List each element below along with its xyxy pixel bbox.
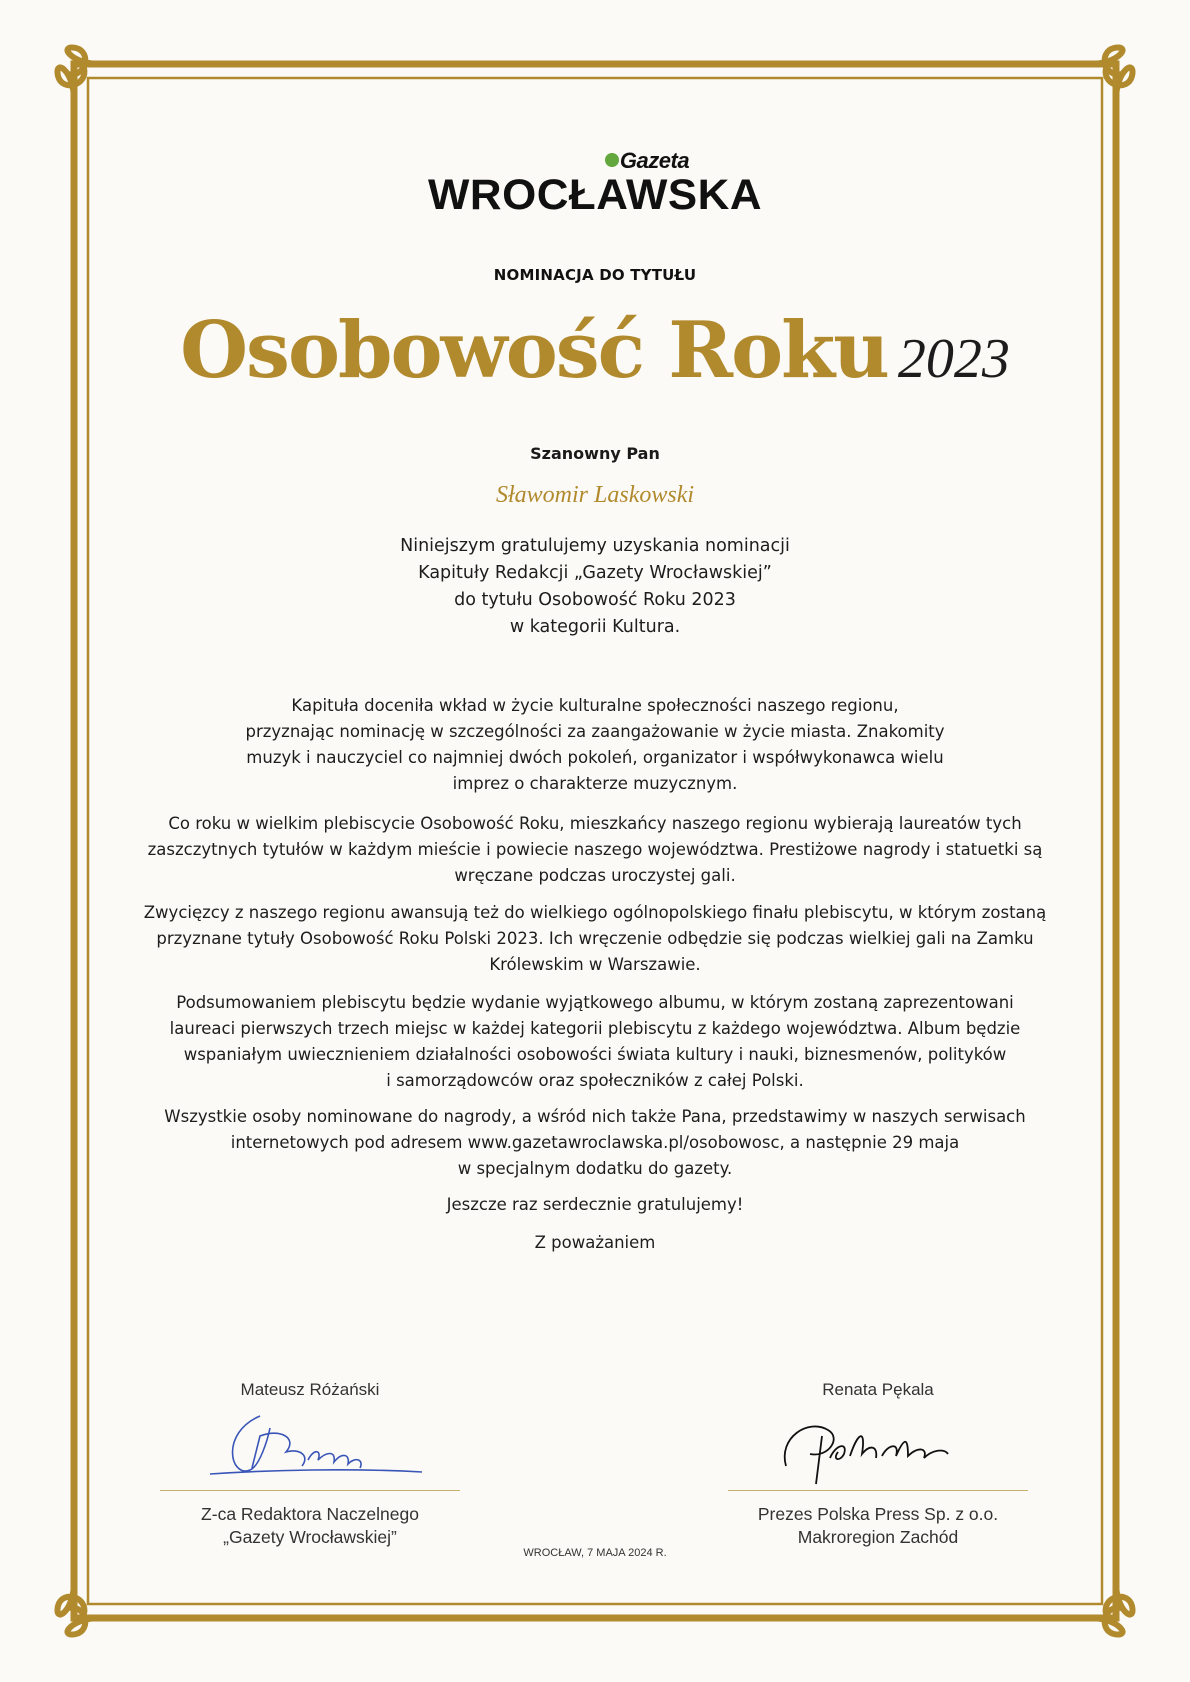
paragraph-chapter-appreciation: Kapituła doceniła wkład w życie kulturalne społeczności naszego regionu, przyznając nominację w szczególności za zaangażowanie w życie miasta. Znakomity muzyk i nauczyciel co najmniej dwóch pokoleń, organizator i współwykonawca wielu imprez o charakterze muzycznym. — [245, 696, 945, 793]
title-year: 2023 — [897, 328, 1010, 390]
regards: Z poważaniem — [534, 1233, 656, 1252]
closing-congratulations: Jeszcze raz serdecznie gratulujemy! — [446, 1195, 744, 1214]
signature-line-right — [728, 1490, 1028, 1491]
logo-gazeta-word: Gazeta — [52, 150, 1190, 172]
signatory-name: Mateusz Różański — [240, 1380, 380, 1399]
title-main: Osobowość Roku — [180, 305, 888, 396]
certificate-title — [0, 305, 1190, 396]
salutation: Szanowny Pan — [530, 444, 660, 463]
handwritten-signature-left — [190, 1408, 430, 1488]
paragraph-album: Podsumowaniem plebiscytu będzie wydanie wyjątkowego albumu, w którym zostaną zaprezentowani laureaci pierwszych trzech miejsc w każdej kategorii plebiscytu z każdego województwa. Album będzie wspaniałym uwiecznieniem działalności osobowości świata kultury i nauki, biznesmenów, polityków i samorządowców oraz społeczników z całej Polski. — [169, 993, 1021, 1090]
place-and-date: WROCŁAW, 7 MAJA 2024 R. — [523, 1547, 667, 1559]
signature-block-left — [160, 1380, 460, 1549]
nomination-label: NOMINACJA DO TYTUŁU — [493, 266, 697, 284]
logo-wroclawska-word: WROCŁAWSKA — [427, 171, 763, 219]
handwritten-signature-right — [758, 1408, 998, 1488]
intro-paragraph: Niniejszym gratulujemy uzyskania nominacji Kapituły Redakcji „Gazety Wrocławskiej” do tytułu Osobowość Roku 2023 w kategorii Kultura. — [400, 536, 790, 637]
signatory-name: Renata Pękala — [822, 1380, 934, 1399]
paragraph-plebiscite: Co roku w wielkim plebiscycie Osobowość Roku, mieszkańcy naszego regionu wybierają laureatów tych zaszczytnych tytułów w każdym mieście i powiecie naszego województwa. Prestiżowe nagrody i statuetki są wręczane podczas uroczystej gali. — [147, 814, 1043, 885]
signatory-role: Z-ca Redaktora Naczelnego „Gazety Wrocławskiej” — [201, 1504, 419, 1547]
signature-line-left — [160, 1490, 460, 1491]
signature-block-right — [728, 1380, 1028, 1549]
signatory-role: Prezes Polska Press Sp. z o.o. Makroregion Zachód — [757, 1504, 999, 1547]
recipient-name: Sławomir Laskowski — [495, 482, 695, 508]
gazeta-wroclawska-logo — [0, 150, 1190, 218]
paragraph-online-presentation: Wszystkie osoby nominowane do nagrody, a wśród nich także Pana, przedstawimy w naszych serwisach internetowych pod adresem www.gazetawroclawska.pl/osobowosc, a następnie 29 maja w specjalnym dodatku do gazety. — [164, 1107, 1026, 1178]
logo-green-dot — [605, 153, 619, 167]
paragraph-national-final: Zwycięzcy z naszego regionu awansują też do wielkiego ogólnopolskiego finału plebiscytu, w którym zostaną przyznane tytuły Osobowość Roku Polski 2023. Ich wręczenie odbędzie się podczas wielkiej gali na Zamku Królewskim w Warszawie. — [143, 903, 1047, 974]
